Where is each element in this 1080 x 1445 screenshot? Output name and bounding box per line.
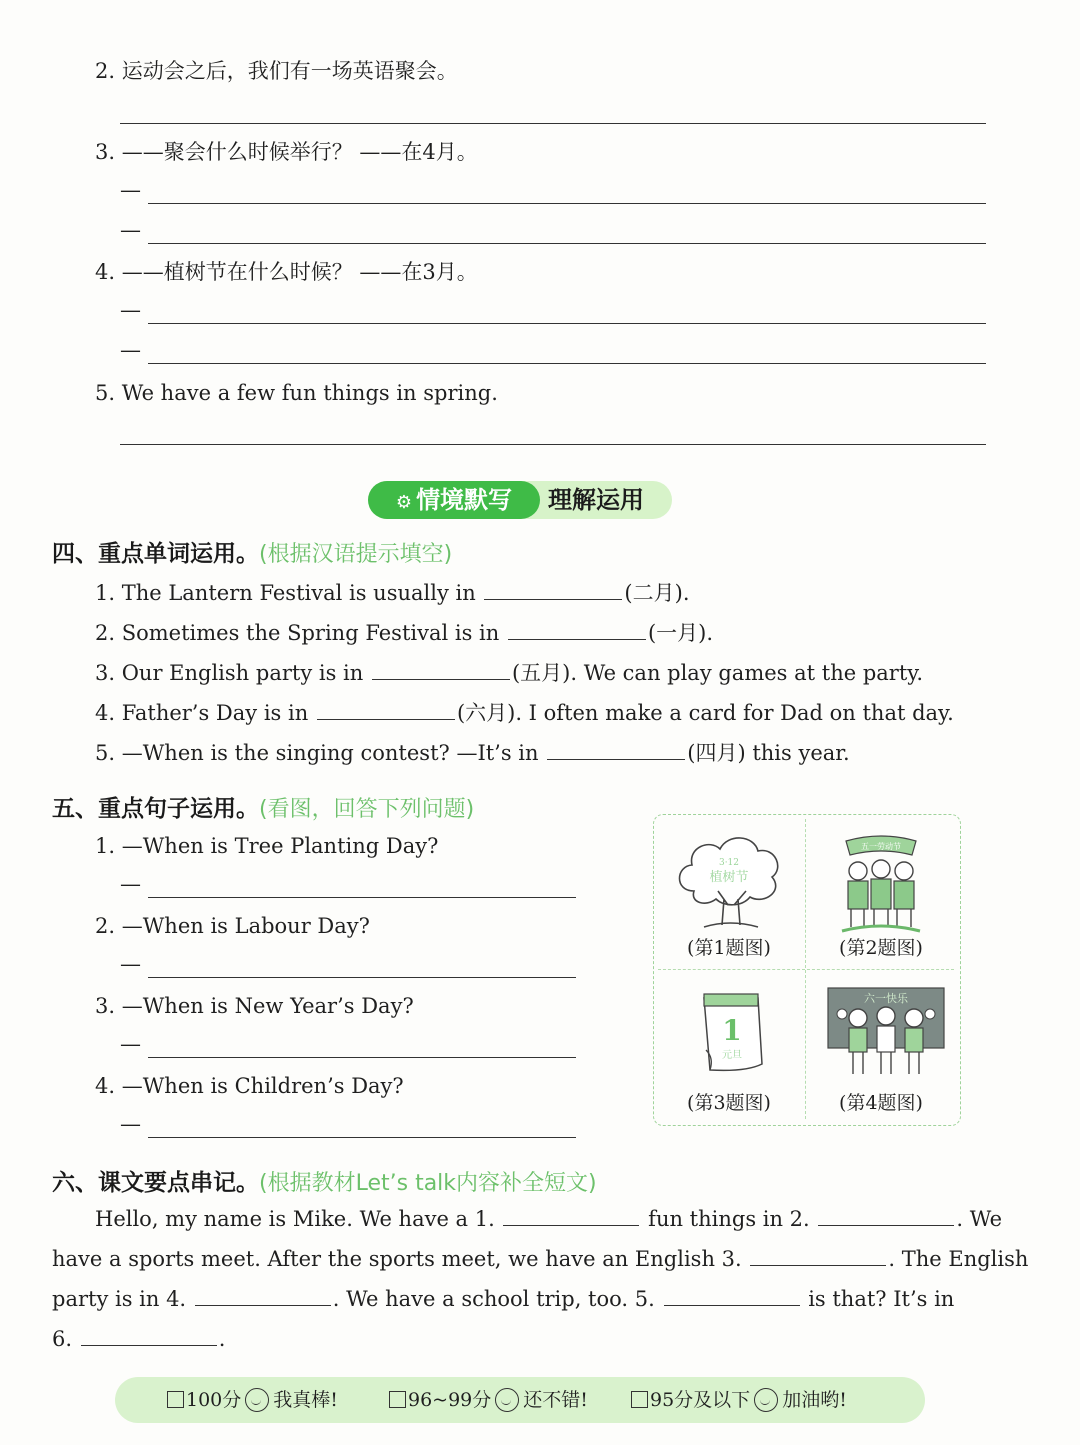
picture-2-caption: (第2题图) (839, 937, 923, 959)
calendar-label: 元旦 (722, 1050, 742, 1061)
checkbox[interactable] (631, 1391, 648, 1408)
tree-sign-date: 3·12 (718, 858, 740, 868)
score-option-95-below[interactable]: 95分及以下 加油哟! (631, 1377, 847, 1423)
workers-icon (806, 821, 956, 941)
section-5-title: 五、重点句子运用。(看图，回答下列问题) (52, 796, 475, 822)
picture-2 (806, 815, 956, 968)
answer-line[interactable] (148, 897, 576, 898)
smile-face-icon (495, 1388, 519, 1412)
picture-1 (654, 815, 804, 968)
section-5-hint: (看图，回答下列问题) (259, 797, 475, 822)
answer-line[interactable] (148, 203, 986, 204)
s5-question-4: 4. —When is Children’s Day? (95, 1074, 404, 1098)
answer-line[interactable] (120, 123, 986, 124)
score-bar (115, 1377, 925, 1423)
picture-1-caption: (第1题图) (687, 937, 771, 959)
calendar-day: 1 (722, 1014, 742, 1047)
fill-blank[interactable] (547, 739, 685, 760)
labour-banner-text: 五一劳动节 (861, 842, 901, 851)
fill-blank[interactable] (317, 699, 455, 720)
picture-4-caption: (第4题图) (839, 1092, 923, 1114)
happy-face-icon (245, 1388, 269, 1412)
gear-icon: ⚙ (395, 492, 413, 513)
s4-item-4: 4. Father’s Day is in (六月). I often make a card for Dad on that day. (95, 701, 954, 725)
score-option-100[interactable]: 100分 我真棒! (167, 1377, 338, 1423)
answer-line[interactable] (148, 1137, 576, 1138)
banner-right-label: 理解运用 (548, 486, 644, 514)
passage-blank-6[interactable] (81, 1325, 217, 1346)
passage-line-1: Hello, my name is Mike. We have a 1. fun things in 2. . We (95, 1207, 1003, 1231)
answer-line[interactable] (148, 977, 576, 978)
passage-blank-4[interactable] (195, 1285, 331, 1306)
passage-line-4: 6. . (52, 1327, 226, 1351)
section-6-title: 六、课文要点串记。(根据教材Let’s talk内容补全短文) (52, 1170, 597, 1196)
passage-blank-3[interactable] (750, 1245, 886, 1266)
passage-line-2: have a sports meet. After the sports meet, we have an English 3. . The English (52, 1247, 1029, 1271)
dash: — (120, 178, 141, 202)
s4-item-1: 1. The Lantern Festival is usually in (二月). (95, 581, 690, 605)
question-3-5: 5. We have a few fun things in spring. (95, 381, 498, 405)
picture-3 (654, 970, 804, 1123)
section-6-hint: (根据教材Let’s talk内容补全短文) (259, 1171, 597, 1196)
dash: — (120, 338, 141, 362)
section-4-hint: (根据汉语提示填空) (259, 542, 453, 567)
passage-line-3: party is in 4. . We have a school trip, too. 5. is that? It’s in (52, 1287, 955, 1311)
s5-question-2: 2. —When is Labour Day? (95, 914, 370, 938)
passage-blank-5[interactable] (664, 1285, 800, 1306)
picture-3-caption: (第3题图) (687, 1092, 771, 1114)
s5-question-1: 1. —When is Tree Planting Day? (95, 834, 439, 858)
answer-line[interactable] (148, 243, 986, 244)
dash: — (120, 218, 141, 242)
dash: — (120, 1032, 141, 1056)
checkbox[interactable] (167, 1391, 184, 1408)
question-3-2: 2. 运动会之后，我们有一场英语聚会。 (95, 59, 458, 83)
fill-blank[interactable] (484, 579, 622, 600)
answer-line[interactable] (148, 323, 986, 324)
passage-blank-2[interactable] (818, 1205, 954, 1226)
picture-4 (806, 970, 956, 1123)
s4-item-3: 3. Our English party is in (五月). We can play games at the party. (95, 661, 924, 685)
score-option-96-99[interactable]: 96~99分 还不错! (389, 1377, 588, 1423)
fill-blank[interactable] (508, 619, 646, 640)
tree-sign-label: 植树节 (709, 870, 749, 885)
dash: — (120, 1112, 141, 1136)
section-banner (368, 481, 672, 519)
answer-line[interactable] (148, 363, 986, 364)
banner-left-label: ⚙ 情境默写 (368, 481, 540, 519)
checkbox[interactable] (389, 1391, 406, 1408)
calendar-icon (654, 974, 804, 1094)
question-3-3: 3. ——聚会什么时候举行？ ——在4月。 (95, 140, 478, 164)
childrens-day-board: 六一快乐 (864, 992, 908, 1005)
tree-icon (654, 821, 804, 941)
section-4-title: 四、重点单词运用。(根据汉语提示填空) (52, 541, 453, 567)
dash: — (120, 952, 141, 976)
s4-item-5: 5. —When is the singing contest? —It’s in (四月) this year. (95, 741, 850, 765)
answer-line[interactable] (120, 444, 986, 445)
cheer-face-icon (754, 1388, 778, 1412)
dash: — (120, 298, 141, 322)
dash: — (120, 872, 141, 896)
s4-item-2: 2. Sometimes the Spring Festival is in (一月). (95, 621, 714, 645)
passage-blank-1[interactable] (503, 1205, 639, 1226)
children-icon (806, 974, 956, 1094)
question-3-4: 4. ——植树节在什么时候？ ——在3月。 (95, 260, 478, 284)
s5-question-3: 3. —When is New Year’s Day? (95, 994, 414, 1018)
answer-line[interactable] (148, 1057, 576, 1058)
fill-blank[interactable] (372, 659, 510, 680)
picture-grid (653, 814, 961, 1126)
